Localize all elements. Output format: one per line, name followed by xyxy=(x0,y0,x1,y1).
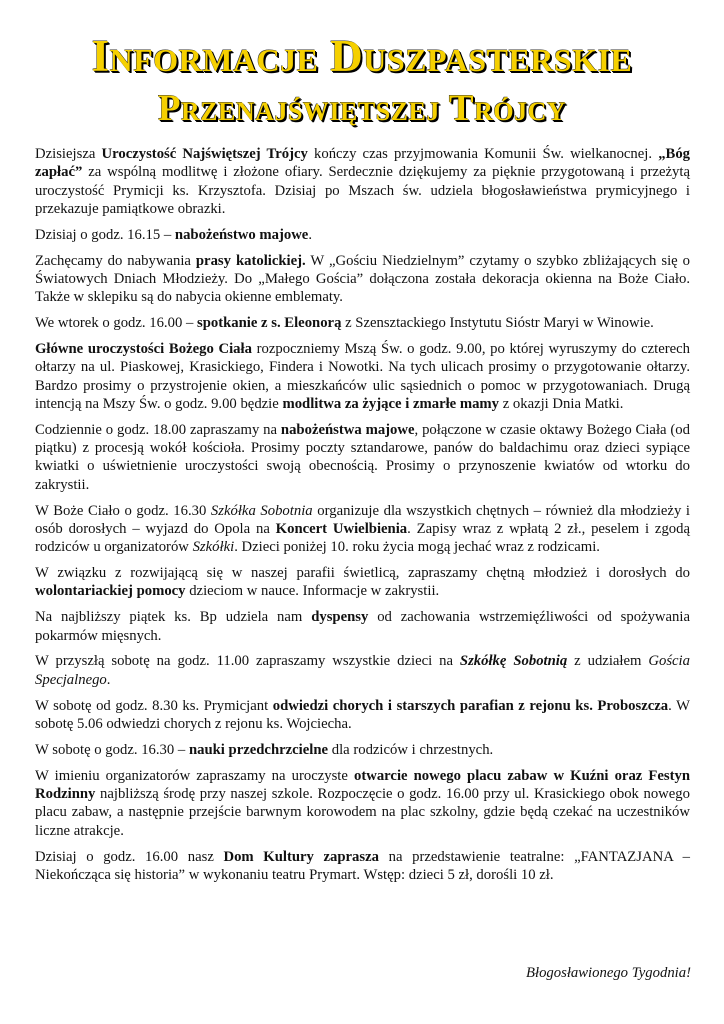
page-title: Informacje Duszpasterskie xyxy=(91,31,633,81)
announcement-text: z udziałem xyxy=(567,653,649,670)
announcement-text: Główne uroczystości Bożego Ciała xyxy=(35,341,252,358)
announcement-text: za wspólną modlitwę i złożone ofiary. Serdecznie dziękujemy za pięknie przygotowaną i przeżytą uroczystość Prymicji ks. Krzysztofa. Dzisiaj po Mszach św. udziela błogosławieństwa prymicyjnego i przekazuje pamiątkowe obrazki. xyxy=(35,164,690,217)
announcement-text: Dzisiaj o godz. 16.15 – xyxy=(35,226,175,243)
announcement-text: „Bóg zapłać” xyxy=(35,146,691,181)
announcement-text: W sobotę od godz. 8.30 ks. Prymicjant xyxy=(35,697,273,714)
announcement-text: z okazji Dnia Matki. xyxy=(499,395,624,412)
announcement-text: . xyxy=(106,671,111,688)
announcement-text: prasy katolickiej. xyxy=(195,252,306,269)
announcement-text: W imieniu organizatorów zapraszamy na uroczyste xyxy=(35,767,354,784)
announcement-paragraph xyxy=(35,608,690,645)
announcement-text: Gościa Specjalnego xyxy=(35,653,690,688)
announcement-text: W „Gościu Niedzielnym” czytamy o szybko zbliżających się o Światowych Dniach Młodzieży. Do „Małego Gościa” dołączona została dekoracja okienna na Boże Ciało. Także w sklepiku są do nabycia okienne emblematy. xyxy=(35,252,690,306)
announcement-text: Dzisiaj o godz. 16.00 nasz xyxy=(35,848,224,865)
announcement-text: . Zapisy wraz z wpłatą 2 zł., peselem i zgodą rodziców u organizatorów xyxy=(35,520,690,556)
announcement-text: . W sobotę 5.06 odwiedzi chorych z rejonu ks. Wojciecha. xyxy=(35,697,690,732)
announcement-text: Na najbliższy piątek ks. Bp udziela nam xyxy=(35,609,312,626)
announcement-paragraph xyxy=(35,741,690,759)
announcement-text: z Szensztackiego Instytutu Sióstr Maryi w Winowie. xyxy=(341,315,654,332)
announcement-text: nabożeństwo majowe xyxy=(174,226,309,243)
announcement-text: We wtorek o godz. 16.00 – xyxy=(35,315,197,332)
announcement-text: najbliższą środę przy naszej szkole. Rozpoczęcie o godz. 16.00 przy ul. Krasickiego obok nowego placu zabaw, a następnie przejście barwnym korowodem na plac szkolny, gdzie będą czekać na uczestników liczne atrakcje. xyxy=(35,786,690,839)
announcement-text: kończy czas przyjmowania Komunii Św. wielkanocnej. xyxy=(307,146,659,162)
announcement-text: dyspensy xyxy=(311,609,369,626)
announcement-paragraph xyxy=(35,421,690,494)
announcement-text: Zachęcamy do nabywania xyxy=(35,252,196,269)
announcement-paragraph xyxy=(35,767,690,840)
announcement-text: W Boże Ciało o godz. 16.30 xyxy=(35,502,211,519)
announcement-text: na przedstawienie teatralne: „FANTAZJANA – Niekończąca się historia” w wykonaniu teatru Prymart. Wstęp: dzieci 5 zł, dorośli 10 zł. xyxy=(35,848,690,883)
announcement-paragraph xyxy=(35,564,690,601)
announcement-paragraph xyxy=(35,848,690,885)
announcement-text: W sobotę o godz. 16.30 – xyxy=(35,741,189,758)
announcement-text: modlitwa za żyjące i zmarłe mamy xyxy=(282,395,500,412)
announcement-text: Dzisiejsza xyxy=(35,146,102,162)
announcement-paragraph xyxy=(35,502,690,557)
announcement-paragraph xyxy=(35,340,690,413)
announcement-text: nabożeństwa majowe xyxy=(280,421,415,438)
announcement-text: nauki przedchrzcielne xyxy=(188,741,329,758)
announcement-text: Dom Kultury zaprasza xyxy=(223,848,379,865)
announcement-text: W przyszłą sobotę na godz. 11.00 zapraszamy wszystkie dzieci na xyxy=(35,653,460,670)
announcement-text: od zachowania wstrzemięźliwości od spożywania pokarmów mięsnych. xyxy=(35,609,691,644)
announcement-text: odwiedzi chorych i starszych parafian z rejonu ks. Proboszcza xyxy=(272,697,669,714)
announcement-paragraph xyxy=(35,252,690,307)
announcement-text: , połączone w czasie oktawy Bożego Ciała (od piątku) z procesją wokół kościoła. Prosimy poczty sztandarowe, panów do baldachimu oraz dzieci sypiące kwiatki o uświetnienie uroczystości swoją obecnością. Prosimy o przynoszenie kwiatów od wtorku do zakrystii. xyxy=(35,421,690,493)
announcement-text: Codziennie o godz. 18.00 zapraszamy na xyxy=(35,421,281,438)
announcement-paragraph xyxy=(35,697,690,734)
announcement-text: W związku z rozwijającą się w naszej parafii świetlicą, zapraszamy chętną młodzież i dorosłych do xyxy=(35,565,690,582)
announcement-text: dzieciom w nauce. Informacje w zakrystii. xyxy=(185,583,440,600)
announcement-text: Uroczystość Najświętszej Trójcy xyxy=(101,146,308,162)
announcement-paragraph xyxy=(35,652,690,689)
announcement-text: . xyxy=(308,226,312,243)
announcement-text: wolontariackiej pomocy xyxy=(35,583,186,600)
announcement-text: dla rodziców i chrzestnych. xyxy=(328,741,494,758)
page-subtitle: Przenajświętszej Trójcy xyxy=(157,88,567,129)
announcement-text: organizuje dla wszystkich chętnych – również dla młodzieży i osób dorosłych – wyjazd do Opola na xyxy=(35,502,690,537)
announcement-paragraph xyxy=(35,226,690,244)
announcement-text: otwarcie nowego placu zabaw w Kuźni oraz Festyn Rodzinny xyxy=(35,767,691,803)
announcement-text: Szkółki xyxy=(192,539,235,556)
announcement-text: rozpoczniemy Mszą Św. o godz. 9.00, po której wyruszymy do czterech ołtarzy na ul. Piaskowej, Krasickiego, Findera i Nowotki. Na tych ulicach prosimy o przygotowanie ołtarzy. Bardzo prosimy o przystrojenie okien, a mieszkańców ulic sąsiednich o pomoc w przygotowaniach. Drugą intencją na Mszy Św. o godz. 9.00 będzie xyxy=(35,341,690,412)
announcement-text: . Dzieci poniżej 10. roku życia mogą jechać wraz z rodzicami. xyxy=(234,539,600,556)
announcement-text: spotkanie z s. Eleonorą xyxy=(196,315,342,332)
closing-line: Błogosławionego Tygodnia! xyxy=(526,965,691,981)
announcement-paragraph xyxy=(35,314,690,332)
announcement-text: Szkółkę Sobotnią xyxy=(459,653,568,670)
announcement-text: Koncert Uwielbienia xyxy=(275,520,408,537)
announcement-paragraph xyxy=(35,145,690,218)
announcements-list xyxy=(35,145,690,892)
announcement-text: Szkółka Sobotnia xyxy=(210,502,313,519)
